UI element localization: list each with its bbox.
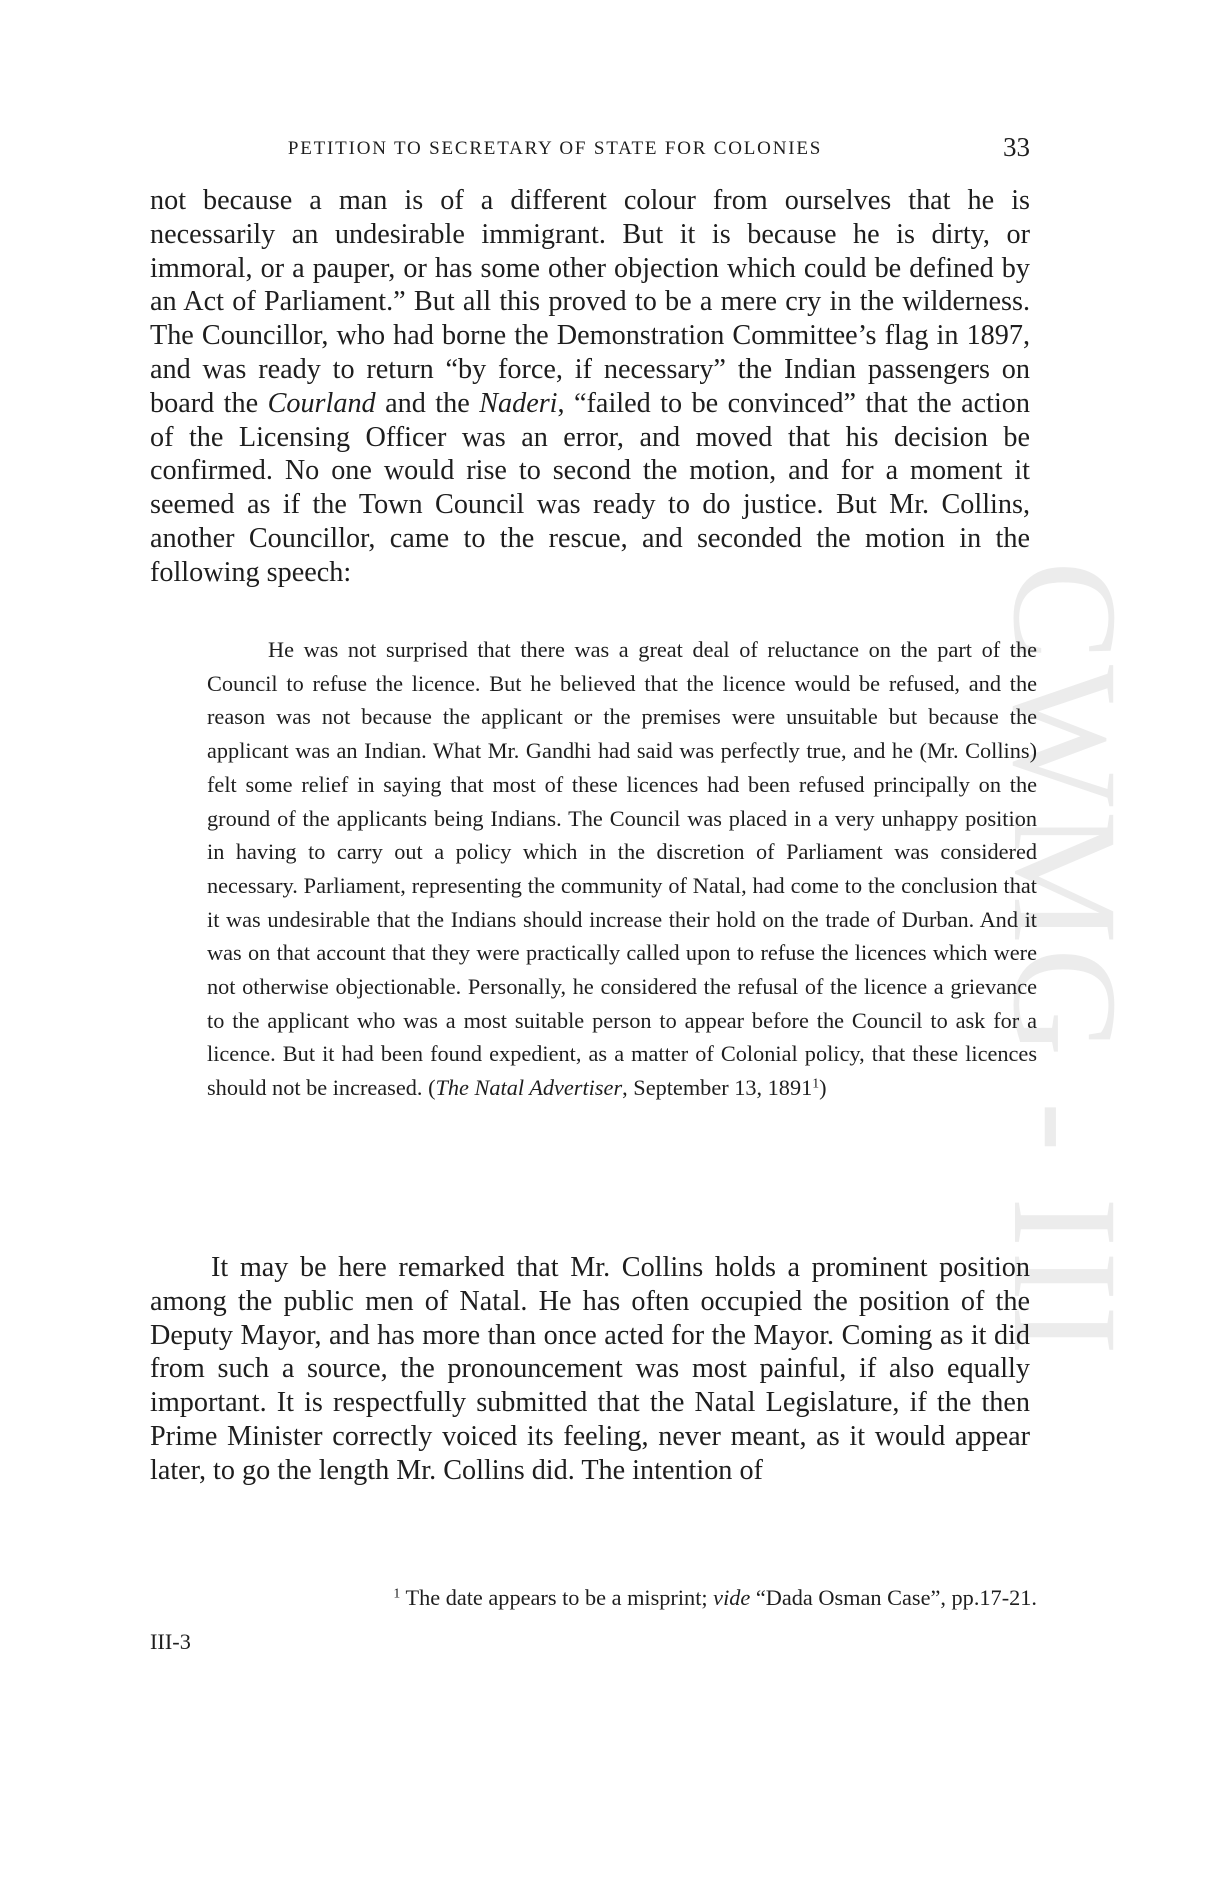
footnote-text-b: “Dada Osman Case”, pp.17-21. (750, 1585, 1037, 1610)
quote-source-open: ( (428, 1075, 436, 1101)
footnote-vide: vide (713, 1585, 751, 1610)
paragraph-2: It may be here remarked that Mr. Collins holds a prominent position among the public men of Natal. He has often occupied the position of the Deputy Mayor, and has more than once acted for the Mayor. Coming as it did from such a source, the pronouncement was most painful, if also equally important. It is respectfully submitted that the Natal Legislature, if the then Prime Minister correctly voiced its feeling, never meant, as it would appear later, to go the length Mr. Collins did. The intention of (150, 1252, 1030, 1486)
quote-source-date: , September 13, 1891 (622, 1075, 813, 1101)
quote-source-title: The Natal Advertiser (435, 1075, 623, 1101)
ship-name-naderi: Naderi (479, 387, 558, 419)
footnote (207, 1583, 1037, 1613)
watermark-text: CWMG - III (982, 560, 1148, 1360)
paragraph-1-text-b: and the (375, 387, 480, 419)
signature-mark: III-3 (150, 1629, 191, 1654)
ship-name-courland: Courland (267, 387, 376, 419)
block-quote (207, 633, 1037, 1105)
footnote-mark: 1 (393, 1585, 401, 1601)
paragraph-1 (150, 184, 1030, 590)
running-title: PETITION TO SECRETARY OF STATE FOR COLONIES (287, 138, 823, 159)
quote-source-close: ) (819, 1075, 827, 1101)
quote-text: He was not surprised that there was a great deal of reluctance on the part of the Council to refuse the licence. But he believed that the licence would be refused, and the reason was not because the applicant or the premises were unsuitable but because the applicant was an Indian. What Mr. Gandhi had said was perfectly true, and he (Mr. Collins) felt some relief in saying that most of these licences had been refused principally on the ground of the applicants being Indians. The Council was placed in a very unhappy position in having to carry out a policy which in the discretion of Parliament was considered necessary. Parliament, representing the community of Natal, had come to the conclusion that it was undesirable that the Indians should increase their hold on the trade of Durban. And it was on that account that they were practically called upon to refuse the licences which were not otherwise objectionable. Personally, he considered the refusal of the licence a grievance to the applicant who was a most suitable person to appear before the Council to ask for a licence. But it had been found expedient, as a matter of Colonial policy, that these licences should not be increased. (207, 637, 1037, 1101)
paragraph-1-text-a: not because a man is of a different colour from ourselves that he is necessarily an undesirable immigrant. But it is because he is dirty, or immoral, or a pauper, or has some other objection which could be defined by an Act of Parliament.” But all this proved to be a mere cry in the wilderness. The Councillor, who had borne the Demonstration Committee’s flag in 1897, and was ready to return “by force, if necessary” the Indian passengers on board the (150, 185, 1030, 419)
page-header (150, 132, 1030, 172)
page-number: 33 (1003, 132, 1030, 162)
footnote-reference: 1 (812, 1075, 820, 1091)
footnote-text-a: The date appears to be a misprint; (400, 1585, 714, 1610)
paragraph-1-text-c: , “failed to be convinced” that the action of the Licensing Officer was an error, and moved that his decision be confirmed. No one would rise to second the motion, and for a moment it seemed as if the Town Council was ready to do justice. But Mr. Collins, another Councillor, came to the rescue, and seconded the motion in the following speech: (150, 387, 1030, 588)
